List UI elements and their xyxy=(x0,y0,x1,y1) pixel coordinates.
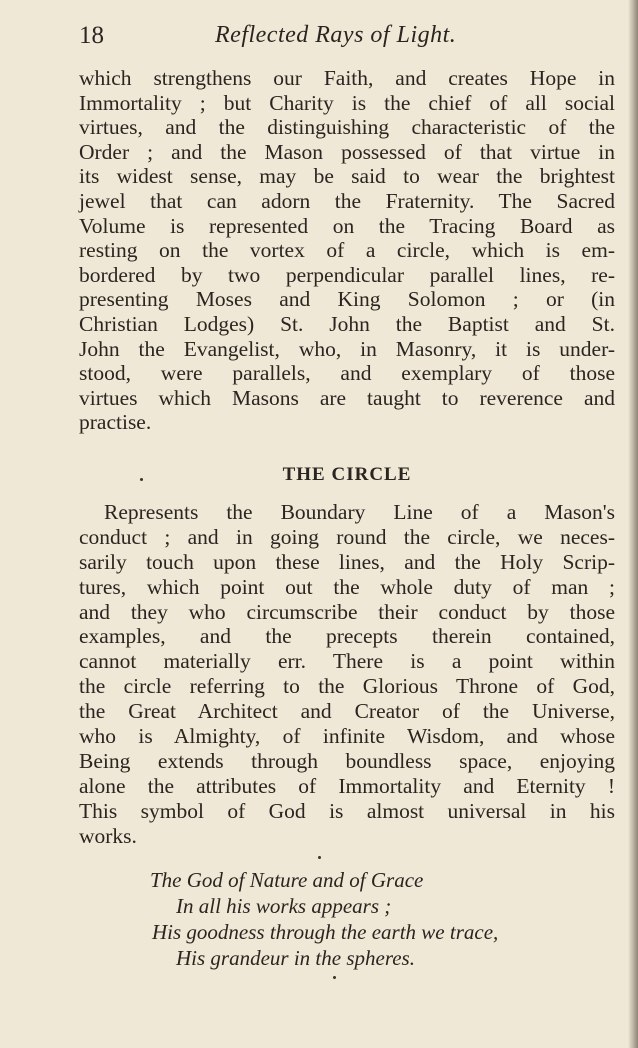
text-line: Order ; and the Mason possessed of that virtue in xyxy=(79,139,615,164)
verse-block xyxy=(150,867,498,971)
text-line: resting on the vortex of a circle, which is em- xyxy=(79,238,615,263)
text-line: virtues, and the distinguishing characteristic of the xyxy=(79,115,615,140)
verse-line: The God of Nature and of Grace xyxy=(150,868,424,892)
text-line: virtues which Masons are taught to reverence and xyxy=(79,385,615,410)
text-line: Volume is represented on the Tracing Board as xyxy=(79,213,615,238)
text-line: practise. xyxy=(79,410,152,435)
decorative-dot xyxy=(318,856,321,859)
text-line: and they who circumscribe their conduct by those xyxy=(79,599,615,624)
text-line: bordered by two perpendicular parallel lines, re- xyxy=(79,262,615,287)
text-line: stood, were parallels, and exemplary of those xyxy=(79,361,615,386)
text-line: sarily touch upon these lines, and the Holy Scrip- xyxy=(79,549,615,574)
text-line: alone the attributes of Immortality and Eternity ! xyxy=(79,773,615,798)
section-paragraph xyxy=(79,500,615,848)
page-edge-shadow xyxy=(628,0,638,1048)
page-header xyxy=(79,22,615,56)
text-line: Christian Lodges) St. John the Baptist and St. xyxy=(79,311,615,336)
text-line: who is Almighty, of infinite Wisdom, and whose xyxy=(79,724,615,749)
text-line: tures, which point out the whole duty of man ; xyxy=(79,574,615,599)
text-line: Immortality ; but Charity is the chief of all social xyxy=(79,90,615,115)
verse-line: His goodness through the earth we trace, xyxy=(152,920,499,944)
text-line: the Great Architect and Creator of the Universe, xyxy=(79,699,615,724)
text-line: John the Evangelist, who, in Masonry, it is under- xyxy=(79,336,615,361)
text-line: examples, and the precepts therein contained, xyxy=(79,624,615,649)
verse-line: In all his works appears ; xyxy=(176,894,392,918)
page-number: 18 xyxy=(79,22,104,49)
decorative-dot xyxy=(333,976,336,979)
running-title: Reflected Rays of Light. xyxy=(215,22,457,48)
text-line: the circle referring to the Glorious Throne of God, xyxy=(79,674,615,699)
body-paragraph xyxy=(79,66,615,435)
text-line: This symbol of God is almost universal in his xyxy=(79,798,615,823)
verse-line: His grandeur in the spheres. xyxy=(176,946,415,970)
text-line: its widest sense, may be said to wear the brightest xyxy=(79,164,615,189)
text-line: works. xyxy=(79,823,137,848)
section-heading: THE CIRCLE xyxy=(282,464,412,485)
text-line: which strengthens our Faith, and creates Hope in xyxy=(79,66,615,90)
text-line: Represents the Boundary Line of a Mason's xyxy=(104,500,615,524)
text-line: conduct ; and in going round the circle, we neces- xyxy=(79,524,615,549)
text-line: jewel that can adorn the Fraternity. The Sacred xyxy=(79,188,615,213)
text-line: presenting Moses and King Solomon ; or (in xyxy=(79,287,615,312)
text-line: cannot materially err. There is a point within xyxy=(79,649,615,674)
text-line: Being extends through boundless space, enjoying xyxy=(79,748,615,773)
